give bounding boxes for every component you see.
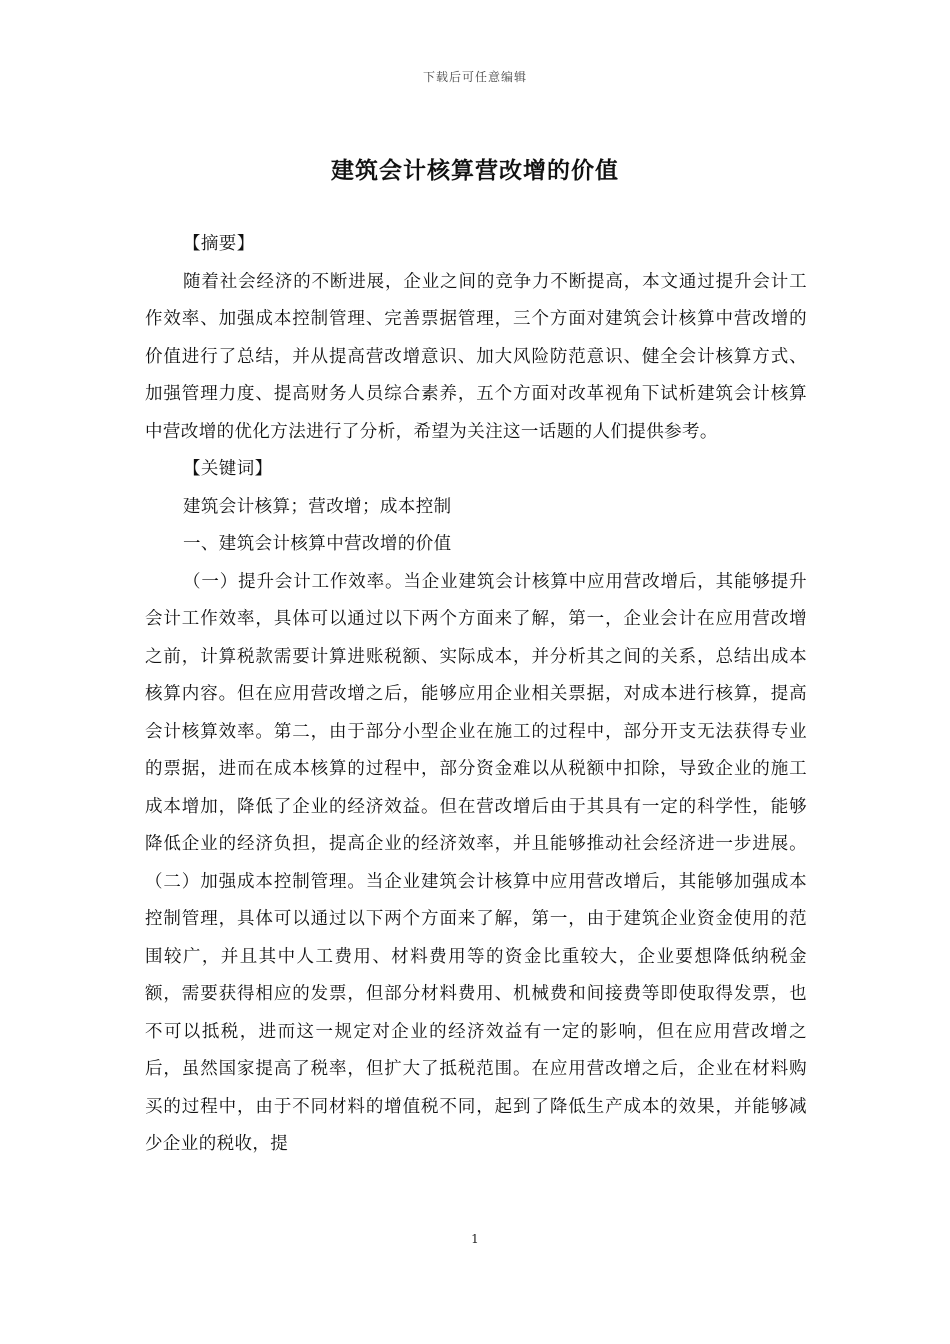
section-heading: 一、建筑会计核算中营改增的价值 bbox=[183, 534, 452, 554]
header-note: 下载后可任意编辑 bbox=[422, 70, 527, 84]
section-paragraph: （一）提升会计工作效率。当企业建筑会计核算中应用营改增后，其能够提升会计工作效率，具体可以通过以下两个方面来了解，第一，企业会计在应用营改增之前，计算税款需要计算进账税额、实际成本，并分析其之间的关系，总结出成本核算内容。但在应用营改增之后，能够应用企业相关票据，对成本进行核算，提高会计核算效率。第二，由于部分小型企业在施工的过程中，部分开支无法获得专业的票据，进而在成本核算的过程中，部分资金难以从税额中扣除，导致企业的施工成本增加，降低了企业的经济效益。但在营改增后由于其具有一定的科学性，能够降低企业的经济负担，提高企业的经济效率，并且能够推动社会经济进一步进展。（二）加强成本控制管理。当企业建筑会计核算中应用营改增后，其能够加强成本控制管理，具体可以通过以下两个方面来了解，第一，由于建筑企业资金使用的范围较广，并且其中人工费用、材料费用等的资金比重较大，企业要想降低纳税金额，需要获得相应的发票，但部分材料费用、机械费和间接费等即使取得发票，也不可以抵税，进而这一规定对企业的经济效益有一定的影响，但在应用营改增之后，虽然国家提高了税率，但扩大了抵税范围。在应用营改增之后，企业在材料购买的过程中，由于不同材料的增值税不同，起到了降低生产成本的效果，并能够减少企业的税收，提 bbox=[145, 571, 807, 1154]
keywords-heading: 【关键词】 bbox=[183, 459, 273, 479]
document-body bbox=[145, 226, 807, 1164]
page-number: 1 bbox=[471, 1232, 479, 1246]
keywords-text: 建筑会计核算；营改增；成本控制 bbox=[183, 496, 452, 517]
document-title: 建筑会计核算营改增的价值 bbox=[331, 157, 619, 184]
abstract-heading: 【摘要】 bbox=[183, 234, 255, 254]
abstract-text: 随着社会经济的不断进展，企业之间的竞争力不断提高，本文通过提升会计工作效率、加强成本控制管理、完善票据管理，三个方面对建筑会计核算中营改增的价值进行了总结，并从提高营改增意识、加大风险防范意识、健全会计核算方式、加强管理力度、提高财务人员综合素养，五个方面对改革视角下试析建筑会计核算中营改增的优化方法进行了分析，希望为关注这一话题的人们提供参考。 bbox=[145, 271, 807, 442]
